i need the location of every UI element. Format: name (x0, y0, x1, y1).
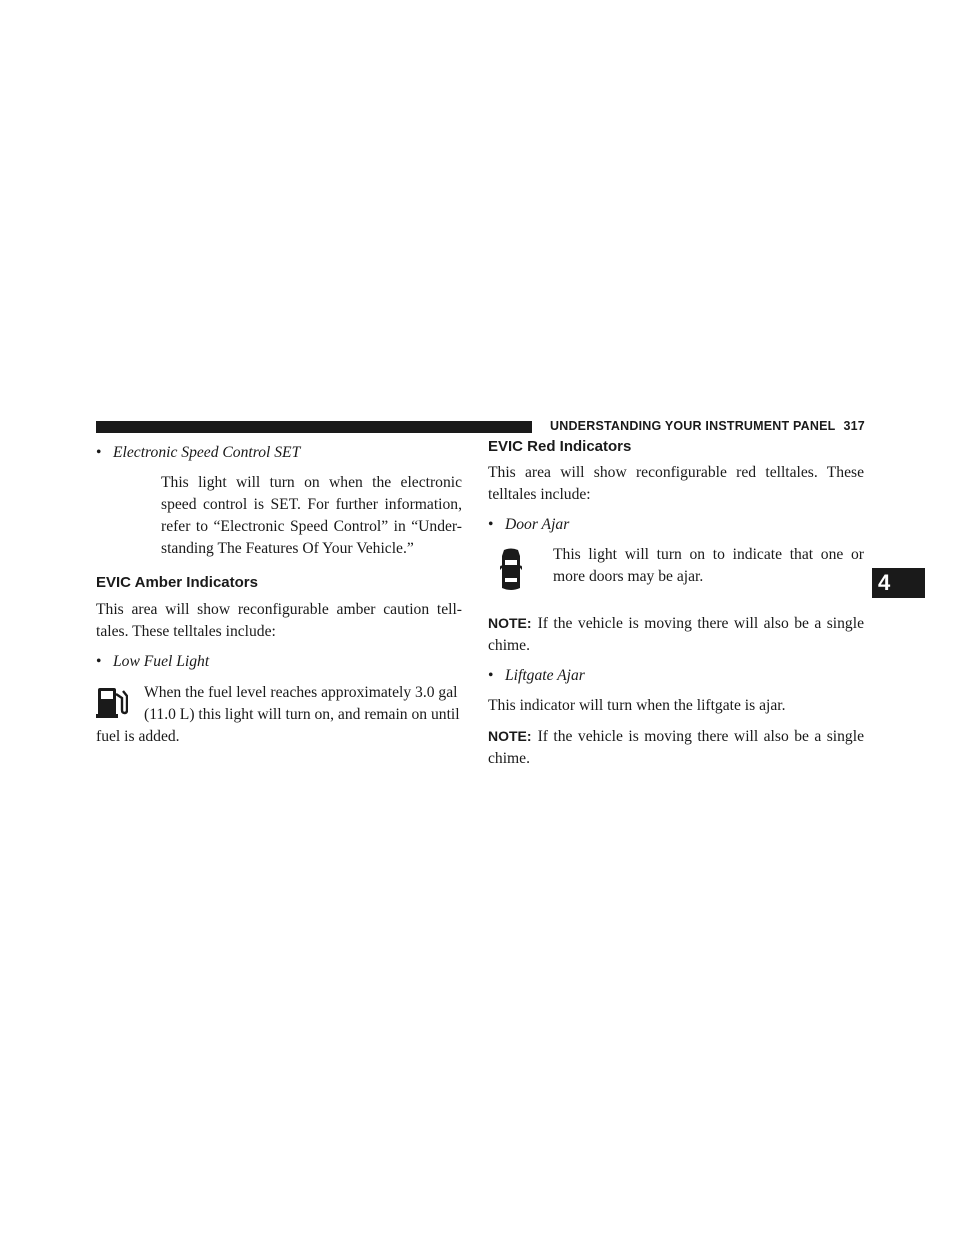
header-rule (96, 421, 532, 433)
bullet-title: Liftgate Ajar (505, 667, 585, 684)
bullet-dot: • (488, 667, 494, 684)
bullet-liftgate-ajar (488, 665, 864, 687)
chapter-tab: 4 (872, 568, 925, 598)
low-fuel-line3: fuel is added. (96, 728, 180, 745)
door-ajar-icon (500, 548, 522, 592)
right-column (488, 440, 864, 770)
bullet-title: Low Fuel Light (113, 653, 210, 670)
bullet-dot: • (96, 653, 102, 670)
low-fuel-line1: When the fuel level reaches approximately 3.0 gal (144, 684, 458, 701)
door-ajar-description: This light will turn on to indicate that one or more doors may be ajar. (553, 546, 864, 585)
note-label: NOTE: (488, 728, 532, 744)
running-header (550, 419, 865, 433)
page-number: 317 (843, 419, 865, 433)
note-text: If the vehicle is moving there will also be a single chime. (488, 728, 864, 767)
header-title: UNDERSTANDING YOUR INSTRUMENT PANEL (550, 419, 836, 433)
amber-intro: This area will show reconfigurable amber caution tell-tales. These telltales include: (96, 601, 462, 640)
door-ajar-block (488, 544, 864, 600)
red-intro: This area will show reconfigurable red telltales. These telltales include: (488, 464, 864, 503)
note-2 (488, 725, 864, 770)
note-text: If the vehicle is moving there will also be a single chime. (488, 615, 864, 654)
bullet-door-ajar (488, 514, 864, 536)
amber-indicators-heading: EVIC Amber Indicators (96, 574, 258, 591)
bullet-title: Electronic Speed Control SET (113, 444, 301, 461)
low-fuel-block (96, 682, 462, 748)
bullet-dot: • (488, 516, 494, 533)
speed-control-description: This light will turn on when the electronic speed control is SET. For further information, refer to “Electronic Speed Control” in “Under-standing The Features Of Your Vehicle.” (161, 474, 462, 557)
bullet-title: Door Ajar (505, 516, 570, 533)
note-1 (488, 612, 864, 657)
left-column (96, 440, 462, 748)
note-label: NOTE: (488, 615, 532, 631)
low-fuel-line2: (11.0 L) this light will turn on, and remain on until (144, 706, 460, 723)
red-indicators-heading: EVIC Red Indicators (488, 438, 632, 455)
bullet-speed-control (96, 442, 462, 464)
liftgate-description: This indicator will turn when the liftgate is ajar. (488, 697, 786, 714)
fuel-pump-icon (96, 684, 128, 718)
bullet-dot: • (96, 444, 102, 461)
bullet-low-fuel (96, 651, 462, 673)
